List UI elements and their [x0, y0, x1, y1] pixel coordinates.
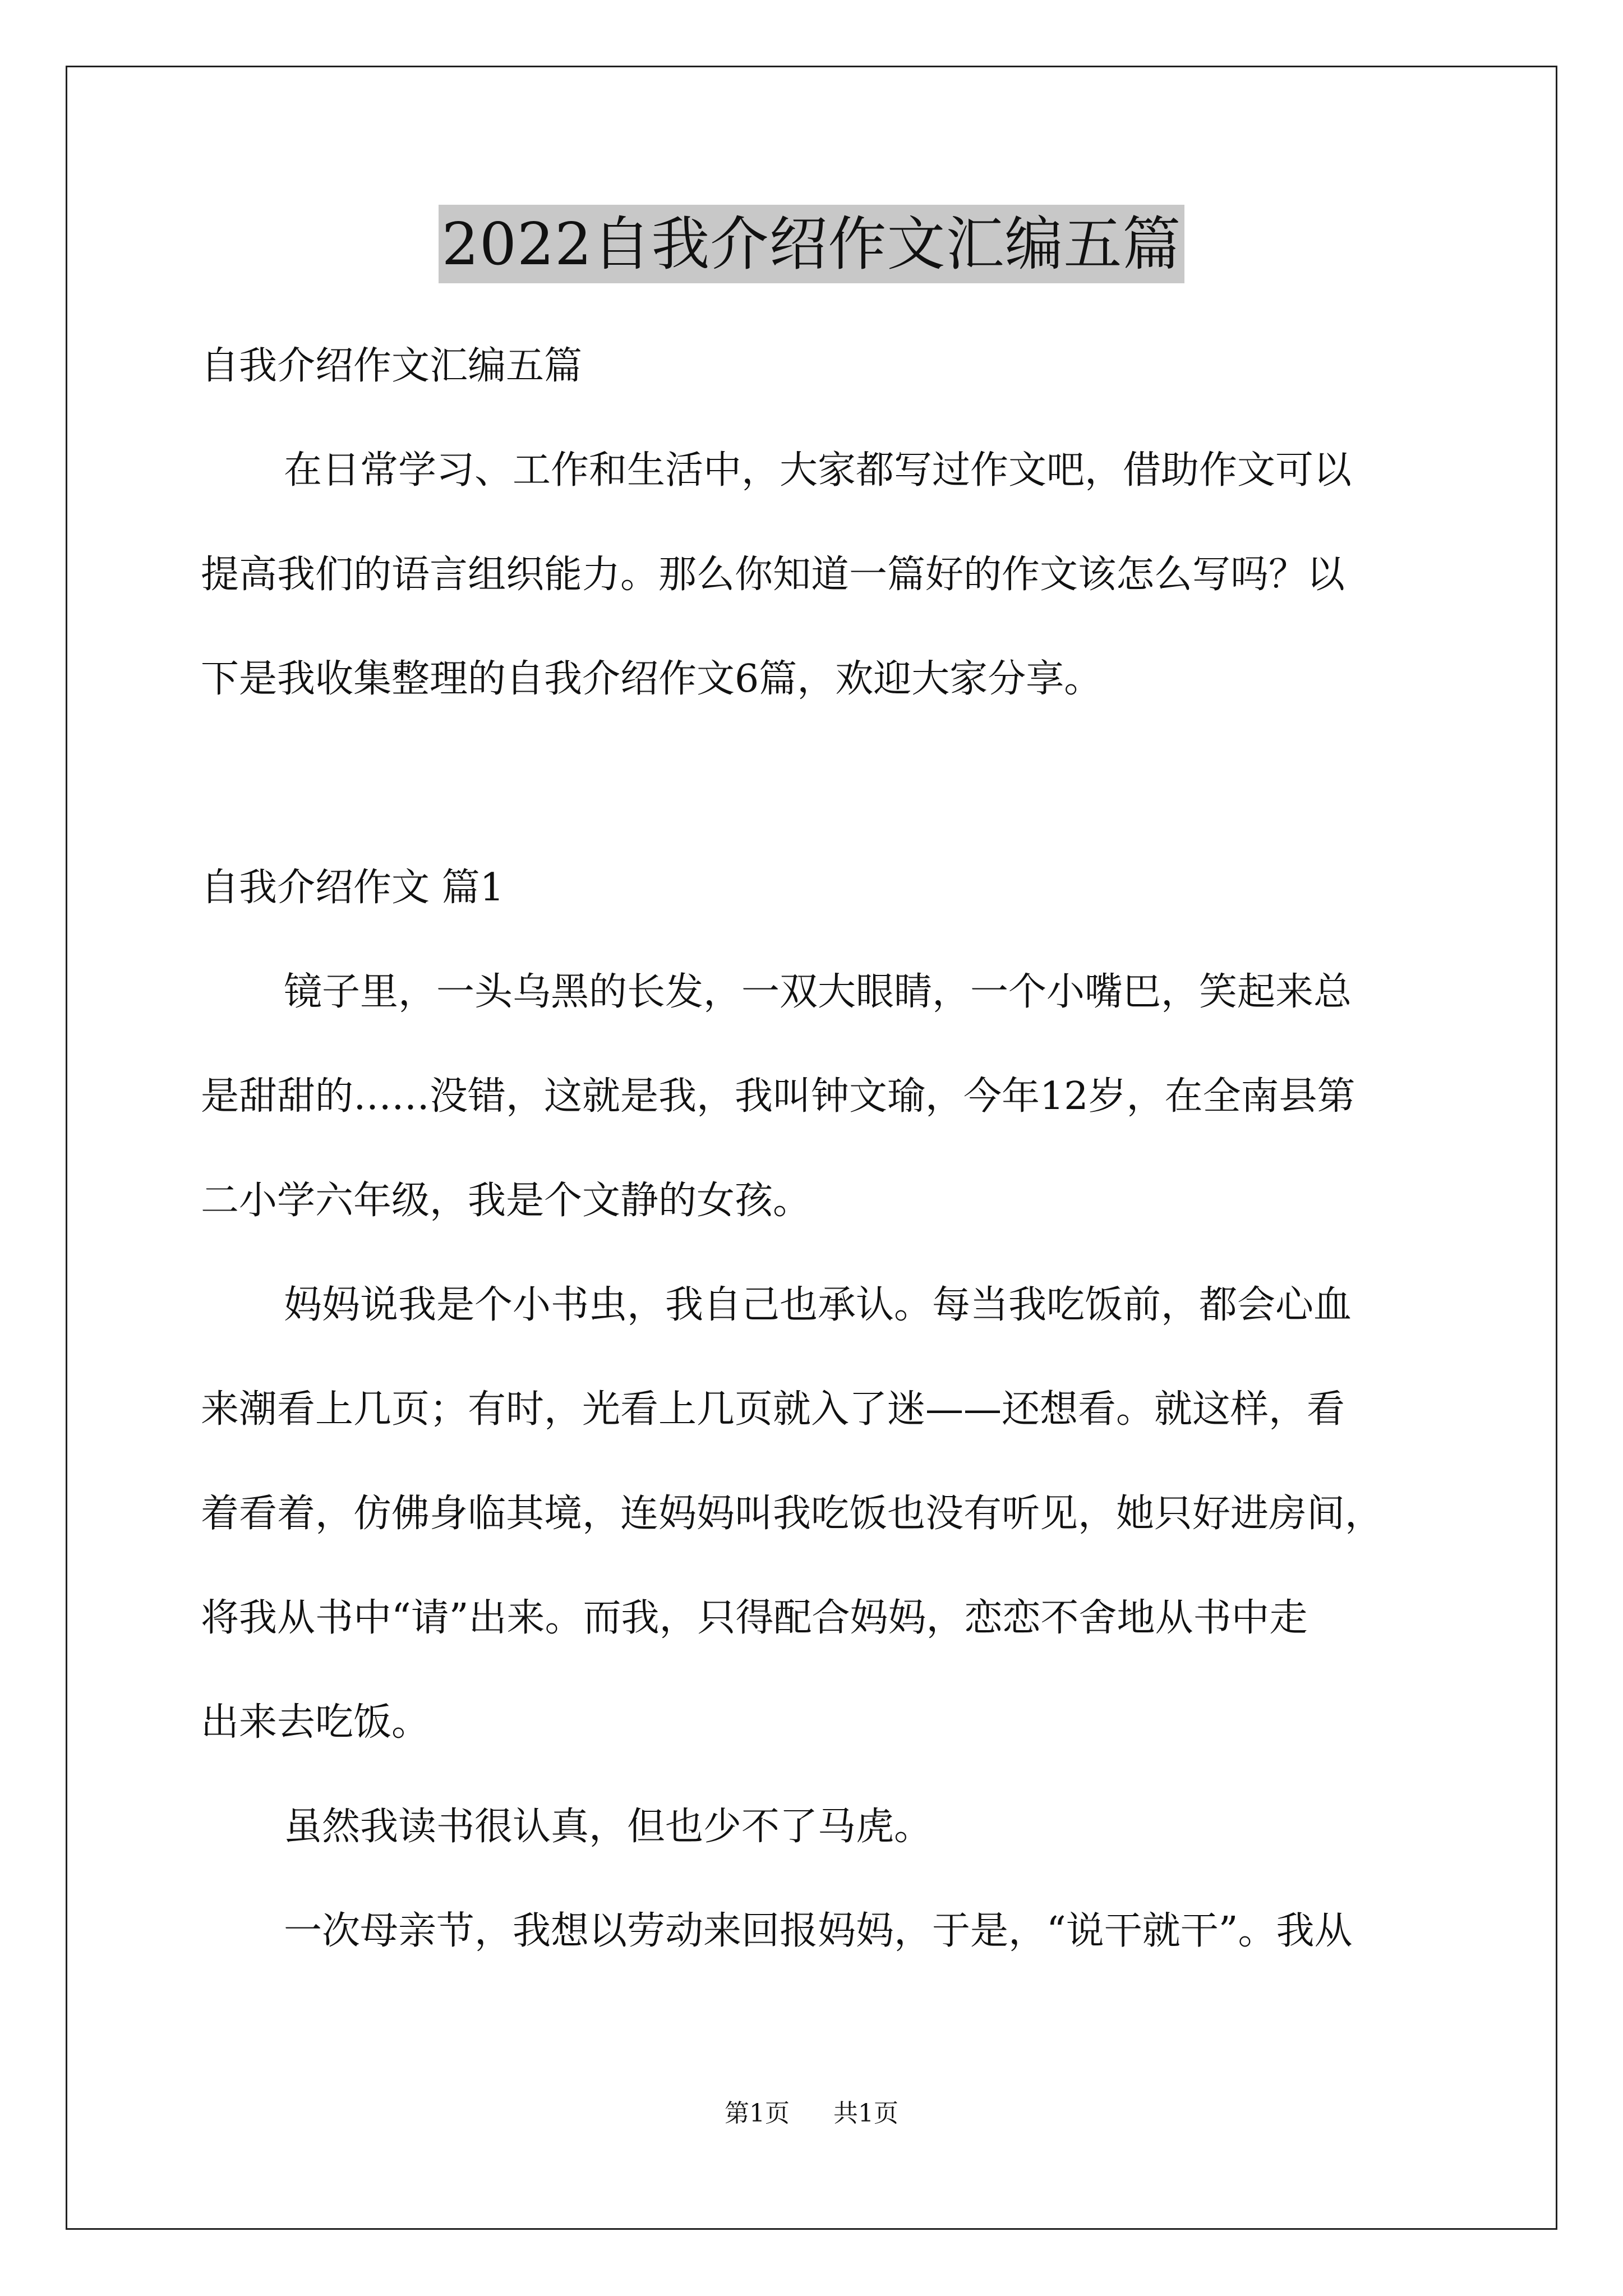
title-container: [0, 205, 1623, 283]
paragraph-line: 在日常学习、工作和生活中，大家都写过作文吧，借助作文可以: [284, 448, 1352, 493]
document-body: [201, 314, 1435, 1984]
paragraph-line: 一次母亲节，我想以劳动来回报妈妈，于是，“说干就干”。我从: [284, 1909, 1353, 1953]
paragraph-line: 二小学六年级，我是个文静的女孩。: [201, 1179, 811, 1223]
paragraph-line: 镜子里，一头乌黑的长发，一双大眼睛，一个小嘴巴，笑起来总: [284, 970, 1352, 1014]
paragraph-line: 来潮看上几页；有时，光看上几页就入了迷——还想看。就这样，看: [201, 1387, 1345, 1432]
section-heading: 自我介绍作文 篇1: [201, 866, 504, 910]
paragraph-line: 虽然我读书很认真，但也少不了马虎。: [284, 1805, 933, 1849]
paragraph-line: 妈妈说我是个小书虫，我自己也承认。每当我吃饭前，都会心血: [284, 1283, 1352, 1327]
paragraph-line: 提高我们的语言组织能力。那么你知道一篇好的作文该怎么写吗？以: [201, 553, 1345, 597]
paragraph-line: 是甜甜的……没错，这就是我，我叫钟文瑜，今年12岁，在全南县第: [201, 1074, 1355, 1119]
page-number: 第1页: [725, 2099, 790, 2128]
paragraph-line: 着看着，仿佛身临其境，连妈妈叫我吃饭也没有听见，她只好进房间，: [201, 1492, 1384, 1536]
document-title: 2022自我介绍作文汇编五篇: [439, 205, 1185, 283]
subtitle-line: 自我介绍作文汇编五篇: [201, 344, 583, 388]
blank-line: [201, 731, 1435, 836]
page-footer: [0, 2097, 1623, 2131]
paragraph-line: 将我从书中“请”出来。而我，只得配合妈妈，恋恋不舍地从书中走: [201, 1596, 1308, 1640]
total-pages: 共1页: [833, 2099, 898, 2128]
paragraph-line: 下是我收集整理的自我介绍作文6篇，欢迎大家分享。: [201, 657, 1103, 701]
paragraph-line: 出来去吃饭。: [201, 1700, 430, 1745]
